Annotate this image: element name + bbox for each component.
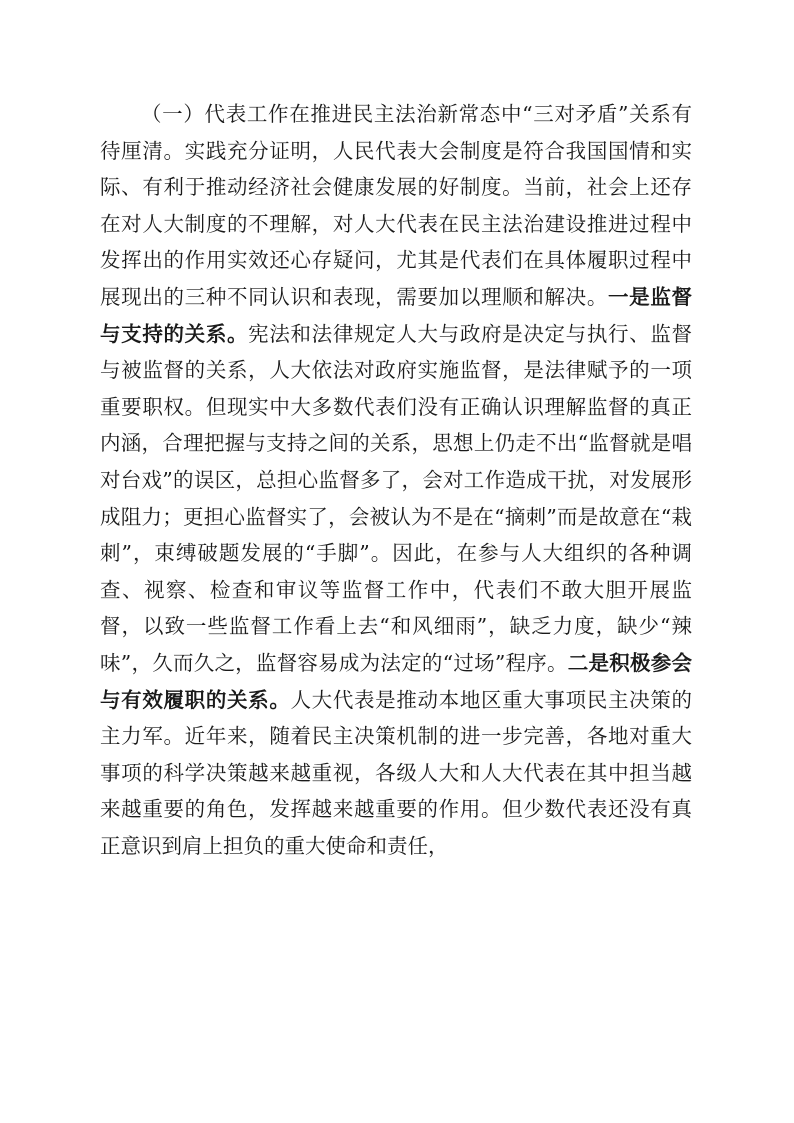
paragraph-text-1: （一）代表工作在推进民主法治新常态中“三对矛盾”关系有待厘清。实践充分证明，人民代表大会制度是符合我国国情和实际、有利于推动经济社会健康发展的好制度。当前，社会上还存在对人大制度的不理解，对人大代表在民主法治建设推进过程中发挥出的作用实效还心存疑问，尤其是代表们在具体履职过程中展现出的三种不同认识和表现，需要加以理顺和解决。 — [100, 102, 692, 309]
paragraph-text-2: 宪法和法律规定人大与政府是决定与执行、监督与被监督的关系，人大依法对政府实施监督，是法律赋予的一项重要职权。但现实中大多数代表们没有正确认识理解监督的真正内涵，合理把握与支持之间的关系，思想上仍走不出“监督就是唱对台戏”的误区，总担心监督多了，会对工作造成干扰，对发展形成阻力；更担心监督实了，会被认为不是在“摘刺”而是故意在“栽刺”，束缚破题发展的“手脚”。因此，在参与人大组织的各种调查、视察、检查和审议等监督工作中，代表们不敢大胆开展监督，以致一些监督工作看上去“和风细雨”，缺乏力度，缺少“辣味”，久而久之，监督容易成为法定的“过场”程序。 — [100, 321, 693, 675]
bold-heading-supervision-support: 一是监督与支持的关系。 — [100, 284, 692, 346]
bold-heading-participation-duty: 二是积极参会与有效履职的关系。 — [100, 650, 692, 712]
body-paragraph — [100, 96, 692, 864]
paragraph-text-3: 人大代表是推动本地区重大事项民主决策的主力军。近年来，随着民主决策机制的进一步完善，各地对重大事项的科学决策越来越重视，各级人大和人大代表在其中担当越来越重要的角色，发挥越来越重要的作用。但少数代表还没有真正意识到肩上担负的重大使命和责任， — [100, 687, 692, 858]
